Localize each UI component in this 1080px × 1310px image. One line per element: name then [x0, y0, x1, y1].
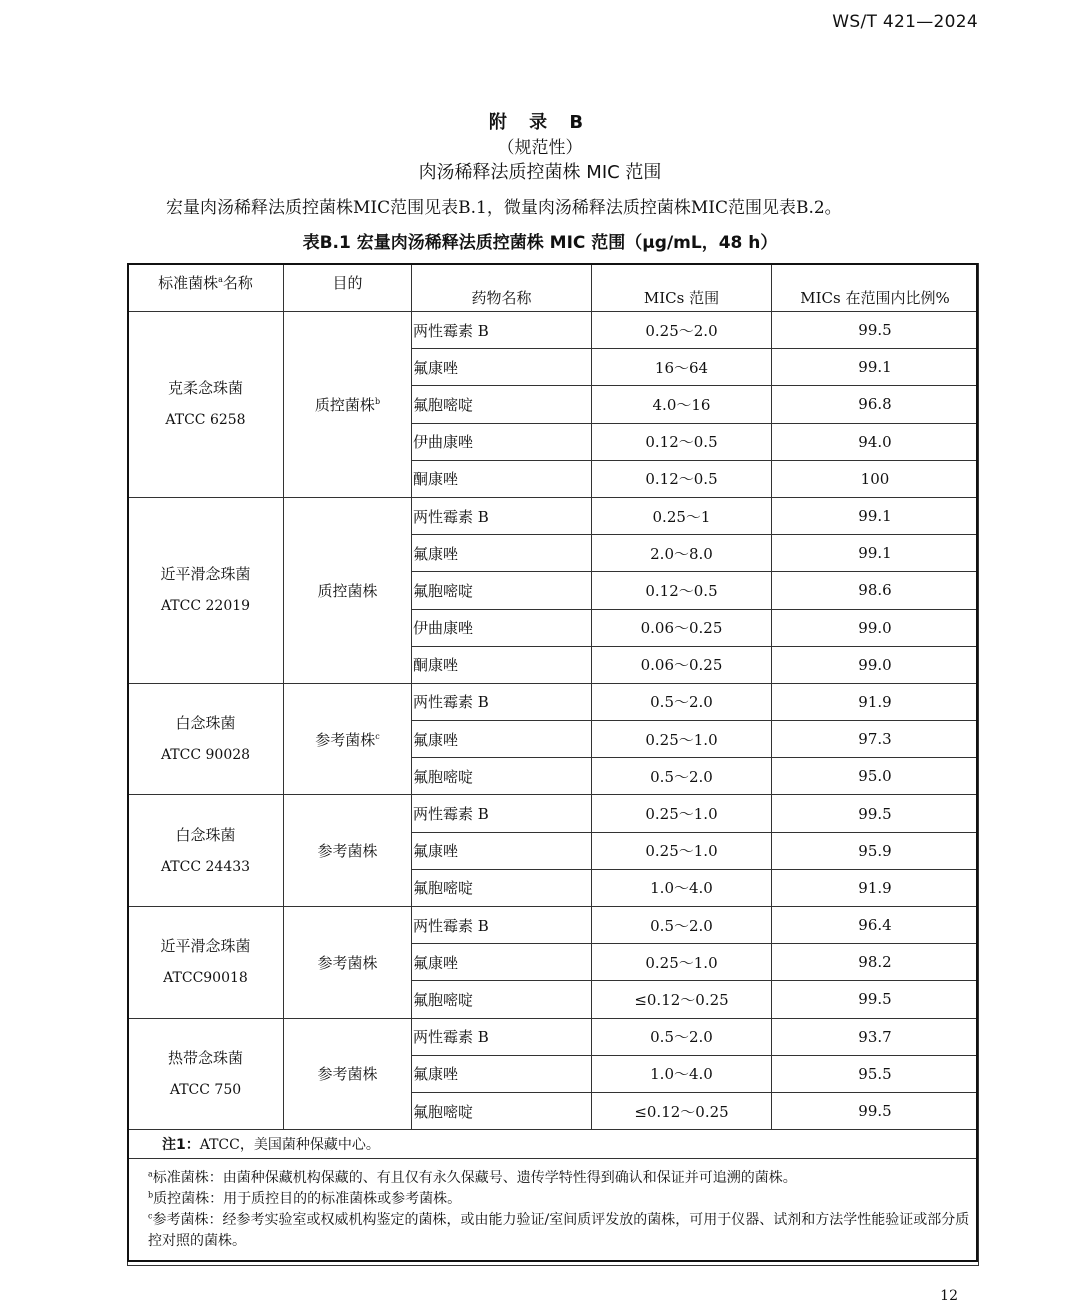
header-drug: 药物名称 [412, 264, 592, 312]
strain-name: 克柔念珠菌 [167, 379, 243, 398]
drug-name-cell: 两性霉素 B [412, 795, 592, 832]
percent-cell: 93.7 [772, 1018, 979, 1055]
footnote-marker: c [375, 731, 380, 741]
percent-cell: 98.2 [772, 944, 979, 981]
percent-cell: 94.0 [772, 423, 979, 460]
mic-range-cell: 1.0～4.0 [592, 1055, 772, 1092]
drug-name-cell: 氟康唑 [412, 721, 592, 758]
percent-cell: 99.0 [772, 609, 979, 646]
drug-name-cell: 酮康唑 [412, 460, 592, 497]
strain-name: 热带念珠菌 [167, 1048, 243, 1067]
purpose-label: 参考菌株 [315, 730, 376, 749]
header-mic-range: MICs 范围 [592, 264, 772, 312]
percent-cell: 99.1 [772, 497, 979, 534]
drug-name-cell: 两性霉素 B [412, 683, 592, 720]
purpose-label: 质控菌株 [317, 581, 378, 600]
appendix-type: （规范性） [497, 138, 583, 158]
page-number: 12 [940, 1288, 958, 1304]
percent-cell: 99.5 [772, 1092, 979, 1129]
table-outer-border [127, 263, 978, 1262]
percent-cell: 99.1 [772, 535, 979, 572]
header-strain: 标准菌株$^a$名称 [128, 264, 284, 312]
drug-name-cell: 两性霉素 B [412, 312, 592, 349]
appendix-title: 附 录 B [488, 112, 592, 133]
percent-cell: 97.3 [772, 721, 979, 758]
strain-atcc-number: ATCC 750 [169, 1081, 242, 1098]
standard-code: WS/T 421—2024 [832, 12, 978, 32]
mic-range-cell: ≤0.12～0.25 [592, 1092, 772, 1129]
drug-name-cell: 氟胞嘧啶 [412, 572, 592, 609]
drug-name-cell: 伊曲康唑 [412, 423, 592, 460]
drug-name-cell: 氟康唑 [412, 944, 592, 981]
strain-atcc-number: ATCC 90028 [160, 747, 251, 764]
appendix-name: 肉汤稀释法质控菌株 MIC 范围 [418, 162, 662, 183]
intro-paragraph: 宏量肉汤稀释法质控菌株MIC范围见表B.1，微量肉汤稀释法质控菌株MIC范围见表B.2。 [166, 198, 842, 218]
note-1: 注1：ATCC，美国菌种保藏中心。 [128, 1130, 979, 1159]
drug-name-cell: 氟胞嘧啶 [412, 981, 592, 1018]
header-purpose: 目的 [284, 264, 412, 312]
mic-range-cell: ≤0.12～0.25 [592, 981, 772, 1018]
percent-cell: 95.9 [772, 832, 979, 869]
purpose-label: 参考菌株 [317, 953, 378, 972]
strain-name: 白念珠菌 [175, 825, 236, 844]
mic-range-cell: 0.25～1.0 [592, 795, 772, 832]
drug-name-cell: 氟胞嘧啶 [412, 1092, 592, 1129]
strain-atcc-number: ATCC 22019 [160, 598, 251, 615]
drug-name-cell: 氟康唑 [412, 535, 592, 572]
strain-atcc-number: ATCC90018 [163, 970, 248, 987]
strain-atcc-number: ATCC 6258 [165, 412, 246, 429]
mic-range-cell: 0.06～0.25 [592, 646, 772, 683]
mic-range-cell: 0.25～1.0 [592, 944, 772, 981]
drug-name-cell: 两性霉素 B [412, 907, 592, 944]
percent-cell: 95.0 [772, 758, 979, 795]
drug-name-cell: 氟胞嘧啶 [412, 386, 592, 423]
drug-name-cell: 氟胞嘧啶 [412, 758, 592, 795]
footnote-a: $^a$标准菌株：由菌种保藏机构保藏的、有且仅有永久保藏号、遗传学特性得到确认和保证并可追溯的菌株。 [148, 1169, 797, 1187]
strain-name: 近平滑念珠菌 [160, 565, 251, 584]
mic-range-cell: 0.5～2.0 [592, 1018, 772, 1055]
percent-cell: 99.5 [772, 795, 979, 832]
drug-name-cell: 酮康唑 [412, 646, 592, 683]
percent-cell: 99.5 [772, 981, 979, 1018]
table-caption: 表B.1 宏量肉汤稀释法质控菌株 MIC 范围（μg/mL，48 h） [302, 233, 778, 253]
mic-range-cell: 4.0～16 [592, 386, 772, 423]
percent-cell: 91.9 [772, 869, 979, 906]
mic-range-cell: 16～64 [592, 349, 772, 386]
percent-cell: 100 [772, 460, 979, 497]
strain-name: 白念珠菌 [175, 714, 236, 733]
mic-range-cell: 0.5～2.0 [592, 758, 772, 795]
percent-cell: 98.6 [772, 572, 979, 609]
mic-range-cell: 0.06～0.25 [592, 609, 772, 646]
mic-range-cell: 2.0～8.0 [592, 535, 772, 572]
mic-range-cell: 0.25～2.0 [592, 312, 772, 349]
percent-cell: 99.1 [772, 349, 979, 386]
percent-cell: 96.8 [772, 386, 979, 423]
drug-name-cell: 伊曲康唑 [412, 609, 592, 646]
drug-name-cell: 两性霉素 B [412, 497, 592, 534]
purpose-label: 参考菌株 [317, 842, 378, 861]
mic-range-cell: 0.12～0.5 [592, 423, 772, 460]
mic-range-cell: 0.25～1.0 [592, 721, 772, 758]
mic-range-cell: 0.5～2.0 [592, 907, 772, 944]
footnote-b: $^b$质控菌株：用于质控目的的标准菌株或参考菌株。 [148, 1190, 462, 1208]
percent-cell: 96.4 [772, 907, 979, 944]
mic-range-cell: 0.25～1.0 [592, 832, 772, 869]
mic-range-cell: 1.0～4.0 [592, 869, 772, 906]
mic-range-cell: 0.5～2.0 [592, 683, 772, 720]
strain-name: 近平滑念珠菌 [160, 937, 251, 956]
purpose-label: 参考菌株 [317, 1065, 378, 1084]
drug-name-cell: 氟康唑 [412, 1055, 592, 1092]
strain-atcc-number: ATCC 24433 [160, 858, 251, 875]
footnote-marker: b [374, 396, 381, 406]
purpose-label: 质控菌株 [314, 395, 375, 414]
percent-cell: 95.5 [772, 1055, 979, 1092]
mic-range-cell: 0.12～0.5 [592, 460, 772, 497]
percent-cell: 99.5 [772, 312, 979, 349]
footnote-c: $^c$参考菌株：经参考实验室或权威机构鉴定的菌株，或由能力验证/室间质评发放的菌株，可用于仪器、试剂和方法学性能验证或部分质控对照的菌株。 [148, 1211, 970, 1250]
mic-range-cell: 0.12～0.5 [592, 572, 772, 609]
header-percent: MICs 在范围内比例% [772, 264, 979, 312]
mic-range-cell: 0.25～1 [592, 497, 772, 534]
drug-name-cell: 氟康唑 [412, 349, 592, 386]
drug-name-cell: 两性霉素 B [412, 1018, 592, 1055]
drug-name-cell: 氟胞嘧啶 [412, 869, 592, 906]
percent-cell: 99.0 [772, 646, 979, 683]
percent-cell: 91.9 [772, 683, 979, 720]
drug-name-cell: 氟康唑 [412, 832, 592, 869]
